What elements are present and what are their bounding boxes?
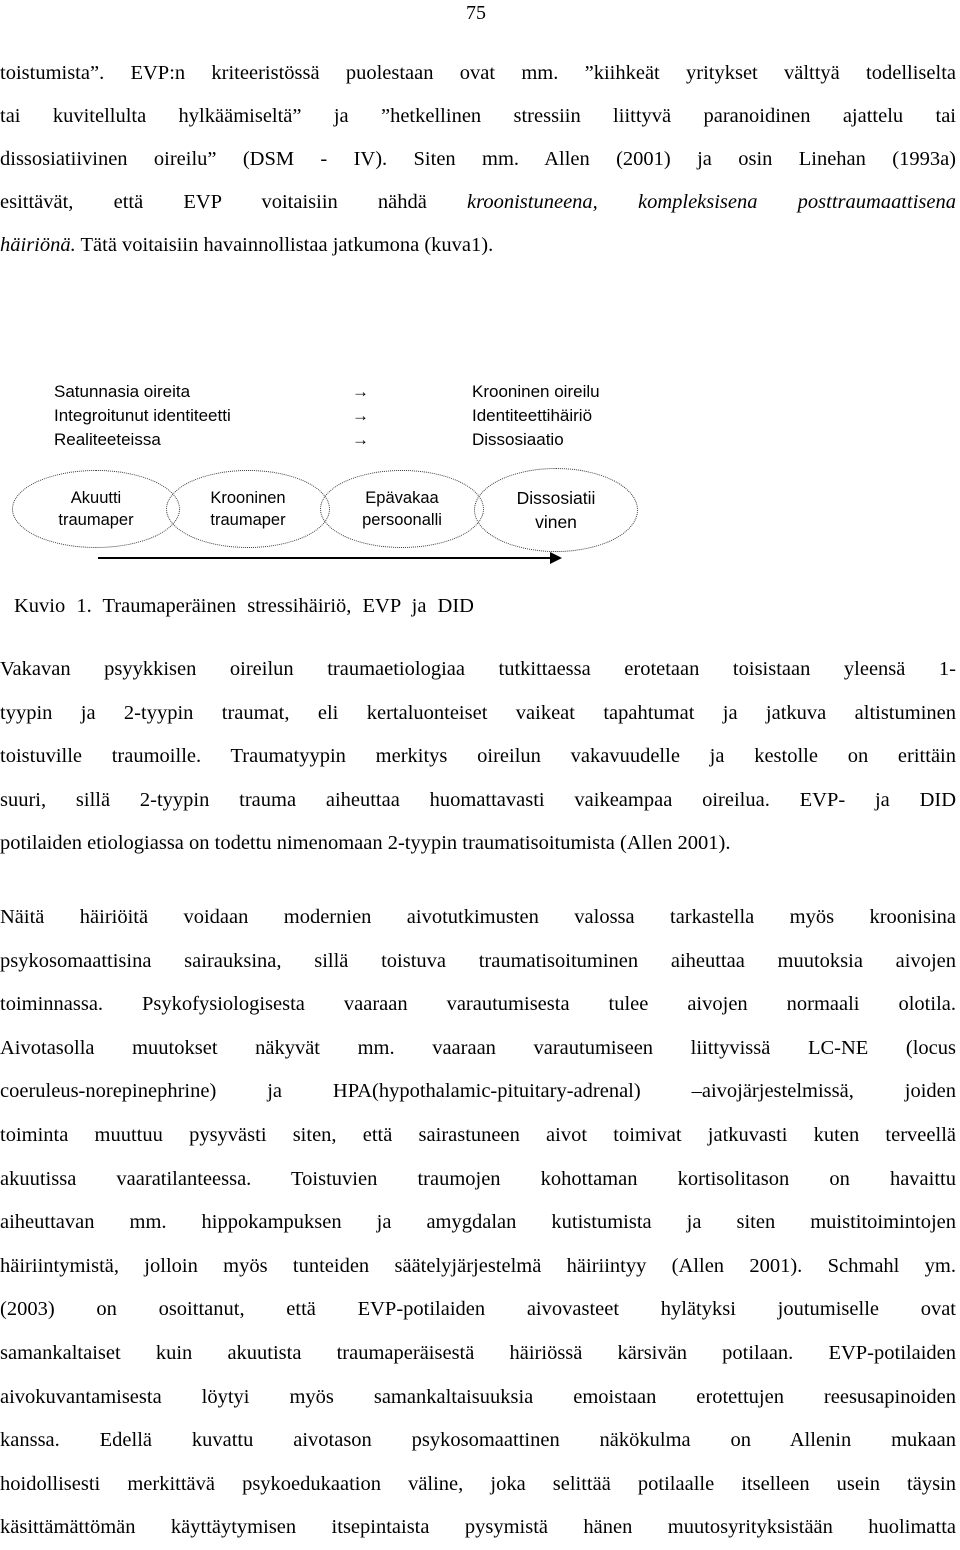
paragraph-neuro [0,896,956,1550]
stage-label: Krooninen [210,489,286,507]
text-line: tai kuvitellulta hylkäämiseltä” ja ”hetkellinen stressiin liittyvä paranoidinen ajattelu tai [0,105,956,127]
stage-label: persoonalli [362,511,442,529]
text-line: (2003) on osoittanut, että EVP-potilaiden aivovasteet hylätyksi joutumiselle ovat [0,1298,956,1321]
stage-node-chronic [166,470,330,548]
text-line: toistuville traumoille. Traumatyypin merkitys oireilun vakavuudelle ja kestolle on erittäin [0,745,956,768]
text-line: aivokuvantamisesta löytyi myös samankaltaisuuksia emoistaan erotettujen reesusapinoiden [0,1385,956,1408]
text-line: psykosomaattisina sairauksina, sillä toistuva traumatisoituminen aiheuttaa muutoksia aivojen [0,949,956,972]
text-line: dissosiatiivinen oireilu” (DSM - IV). Siten mm. Allen (2001) ja osin Linehan (1993a) [0,148,956,170]
figure-row-left: Integroitunut identiteetti [54,406,231,425]
text-line: potilaiden etiologiassa on todettu nimenomaan 2-tyypin traumatisoitumista (Allen 2001). [0,832,731,855]
figure-caption: Kuvio 1. Traumaperäinen stressihäiriö, EVP ja DID [14,595,474,617]
emphasis-text: kroonistuneena, kompleksisena posttraumaattisena [467,191,956,213]
figure-row-right: Krooninen oireilu [472,382,600,401]
stage-node-acute [12,470,180,548]
paragraph-intro [0,52,956,267]
right-arrow-icon: → [352,406,369,425]
figure-row-right: Dissosiaatio [472,430,564,449]
text-line: toistumista”. EVP:n kriteeristössä puolestaan ovat mm. ”kiihkeät yritykset välttyä todelliselta [0,62,956,84]
text-line: kanssa. Edellä kuvattu aivotason psykosomaattinen näkökulma on Allenin mukaan [0,1429,956,1452]
stage-node-borderline [320,470,484,548]
stage-label: traumaper [58,511,134,529]
continuum-arrow-icon [0,548,580,568]
text-line: Vakavan psyykkisen oireilun traumaetiologiaa tutkittaessa erotetaan toisistaan yleensä 1- [0,658,956,680]
figure-row-left: Realiteeteissa [54,430,161,449]
stage-label: Akuutti [70,489,122,507]
stage-label: vinen [535,512,577,532]
text-line: akuutissa vaaratilanteessa. Toistuvien traumojen kohottaman kortisolitason on havaittu [0,1167,956,1190]
text-line: toiminta muuttuu pysyvästi siten, että sairastuneen aivot toimivat jatkuvasti kuten terveellä [0,1123,956,1146]
paragraph-etiology [0,648,956,866]
text-line: käsittämättömän käyttäytymisen itsepintaista pysymistä hänen muutosyrityksistään huolimatta [0,1516,956,1539]
text-line: Aivotasolla muutokset näkyvät mm. vaaraan varautumiseen liittyvissä LC-NE (locus [0,1036,956,1059]
figure-row-right: Identiteettihäiriö [472,406,593,425]
stage-label: Epävakaa [365,489,439,507]
page-number: 75 [466,2,486,24]
text-line: aiheuttavan mm. hippokampuksen ja amygdalan kutistumista ja siten muistitoimintojen [0,1211,956,1234]
stage-node-dissociative [474,468,638,552]
figure-row-left: Satunnasia oireita [54,382,191,401]
right-arrow-icon: → [352,430,369,449]
text-line: tyypin ja 2-tyypin traumat, eli kertaluonteiset vaikeat tapahtumat ja jatkuva altistuminen [0,701,956,724]
text-line: coeruleus-norepinephrine) ja HPA(hypothalamic-pituitary-adrenal) –aivojärjestelmissä, joiden [0,1080,956,1103]
emphasis-text: häiriönä. [0,234,76,256]
text-line: esittävät, että EVP voitaisiin nähdä kroonistuneena, kompleksisena posttraumaattisena [0,191,956,213]
text-line: hoidollisesti merkittävä psykoedukaation väline, joka selittää potilaalle itselleen usein täysin [0,1472,956,1495]
text-line: häiriönä. Tätä voitaisiin havainnollistaa jatkumona (kuva1). [0,234,494,256]
text-line: toiminnassa. Psykofysiologisesta vaaraan varautumisesta tulee aivojen normaali olotila. [0,993,956,1016]
right-arrow-icon: → [352,382,369,401]
text-line: häiriintymistä, jolloin myös tunteiden säätelyjärjestelmä häiriintyy (Allen 2001). Schmahl ym. [0,1254,956,1277]
figure-continuum [0,370,960,640]
text-line: Näitä häiriöitä voidaan modernien aivotutkimusten valossa tarkastella myös kroonisina [0,906,956,928]
text-line: samankaltaiset kuin akuutista traumaperäisestä häiriössä kärsivän potilaan. EVP-potilaiden [0,1341,956,1364]
text-line: suuri, sillä 2-tyypin trauma aiheuttaa huomattavasti vaikeampaa oireilua. EVP- ja DID [0,788,956,811]
stage-label: traumaper [210,511,286,529]
stage-label: Dissosiatii [516,488,596,508]
